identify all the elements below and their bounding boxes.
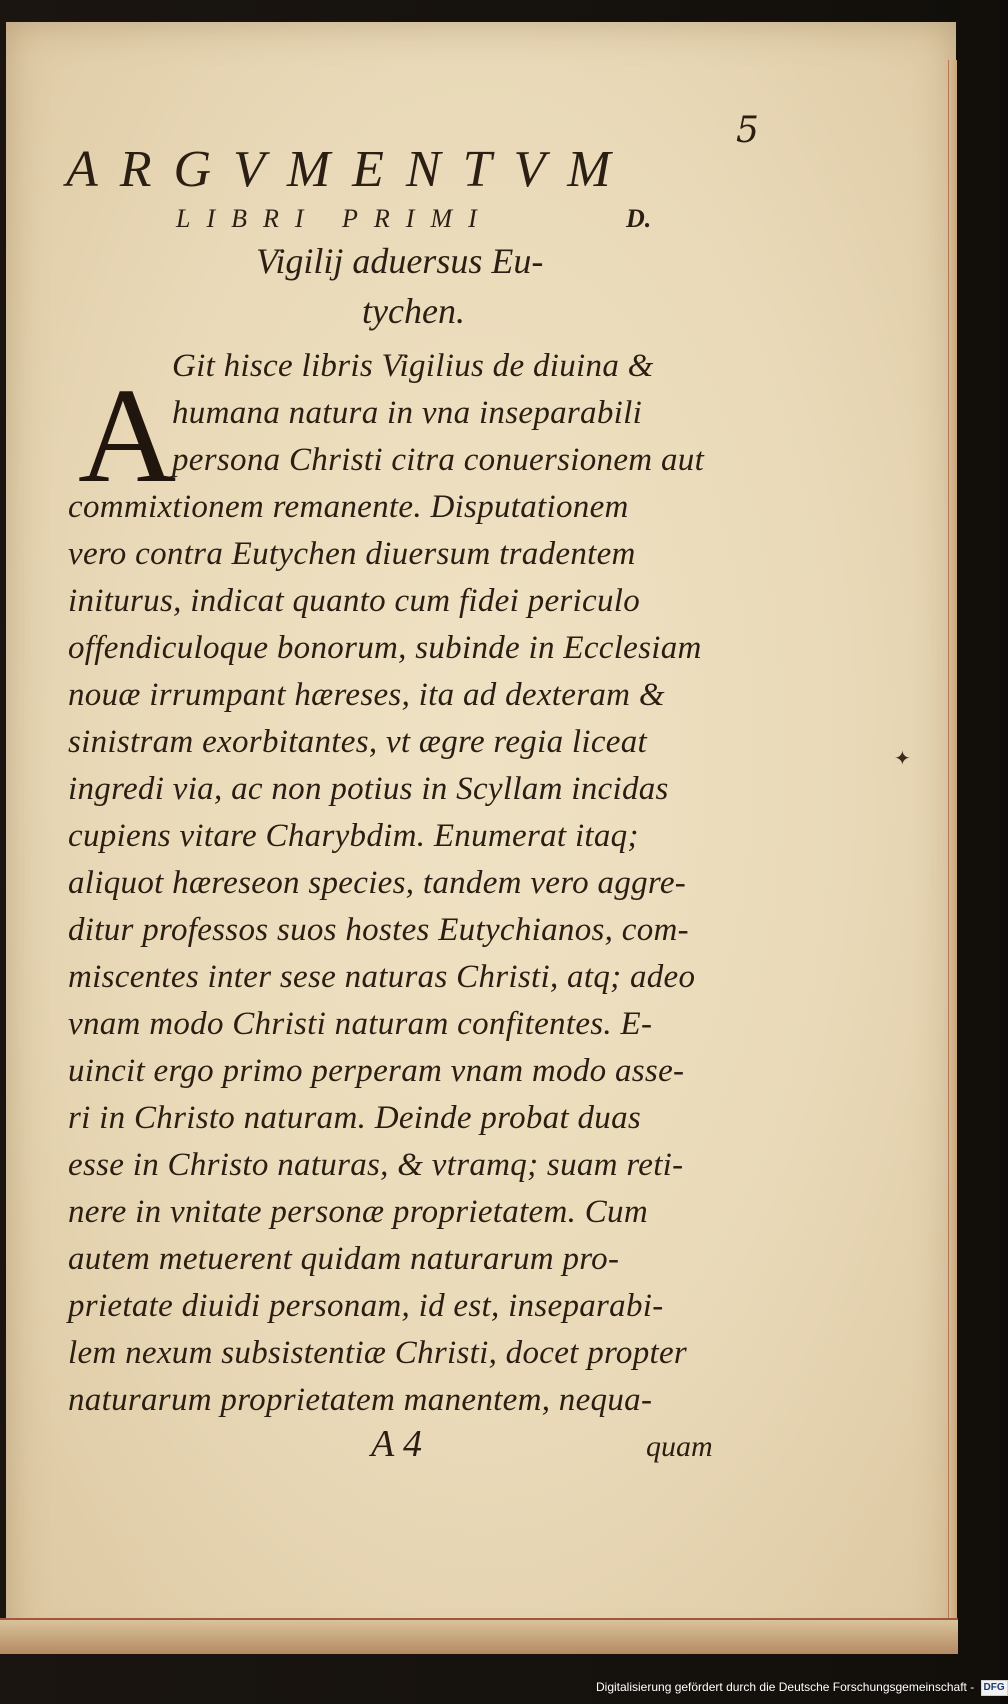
credit-text: Digitalisierung gefördert durch die Deutsche Forschungsgemeinschaft - [596,1680,975,1695]
margin-mark: ✦ [894,746,911,770]
text-line: ri in Christo naturam. Deinde probat duas [68,1100,642,1136]
text-line: nouæ irrumpant hæreses, ita ad dexteram & [68,677,665,713]
text-line: miscentes inter sese naturas Christi, atq; adeo [68,959,696,995]
section-heading: ARGVMENTVM [66,141,633,198]
text-line: uincit ergo primo perperam vnam modo asse- [68,1053,685,1089]
text-line: esse in Christo naturas, & vtramq; suam reti- [68,1147,684,1183]
page-edge-right [948,60,957,1620]
text-line: lem nexum subsistentiæ Christi, docet propter [68,1335,688,1371]
subheading-trail: D. [626,204,652,233]
dfg-logo: DFG [981,1680,1008,1696]
title-line: Vigilij aduersus Eu- [256,241,544,281]
text-line: sinistram exorbitantes, vt ægre regia liceat [68,724,648,760]
digitization-credit [596,1680,1005,1702]
drop-cap: A [78,361,177,511]
book-page [6,22,956,1652]
section-subheading [176,204,696,234]
text-line: autem metuerent quidam naturarum pro- [68,1241,620,1277]
signature-mark: A 4 [371,1423,423,1465]
text-line: ditur professos suos hostes Eutychianos, com- [68,912,689,948]
text-line: vnam modo Christi naturam confitentes. E- [68,1006,653,1042]
title-line: tychen. [362,291,465,331]
subheading-text: LIBRI PRIMI [176,204,493,233]
text-line: Git hisce libris Vigilius de diuina & [172,348,654,384]
text-line: ingredi via, ac non potius in Scyllam incidas [68,771,669,807]
page-number: 5 [736,110,759,151]
page-edge-bottom [0,1618,958,1654]
text-line: humana natura in vna inseparabili [172,395,643,431]
text-line: persona Christi citra conuersionem aut [172,442,705,478]
text-line: prietate diuidi personam, id est, inseparabi- [68,1288,664,1324]
text-line: nere in vnitate personæ proprietatem. Cum [68,1194,648,1230]
text-line: vero contra Eutychen diuersum tradentem [68,536,636,572]
text-line: aliquot hæreseon species, tandem vero aggre- [68,865,687,901]
text-line: cupiens vitare Charybdim. Enumerat itaq; [68,818,639,854]
text-line: naturarum proprietatem manentem, nequa- [68,1382,653,1418]
text-line: commixtionem remanente. Disputationem [68,489,629,525]
catchword: quam [646,1430,713,1463]
text-line: offendiculoque bonorum, subinde in Ecclesiam [68,630,702,666]
text-line: initurus, indicat quanto cum fidei periculo [68,583,641,619]
